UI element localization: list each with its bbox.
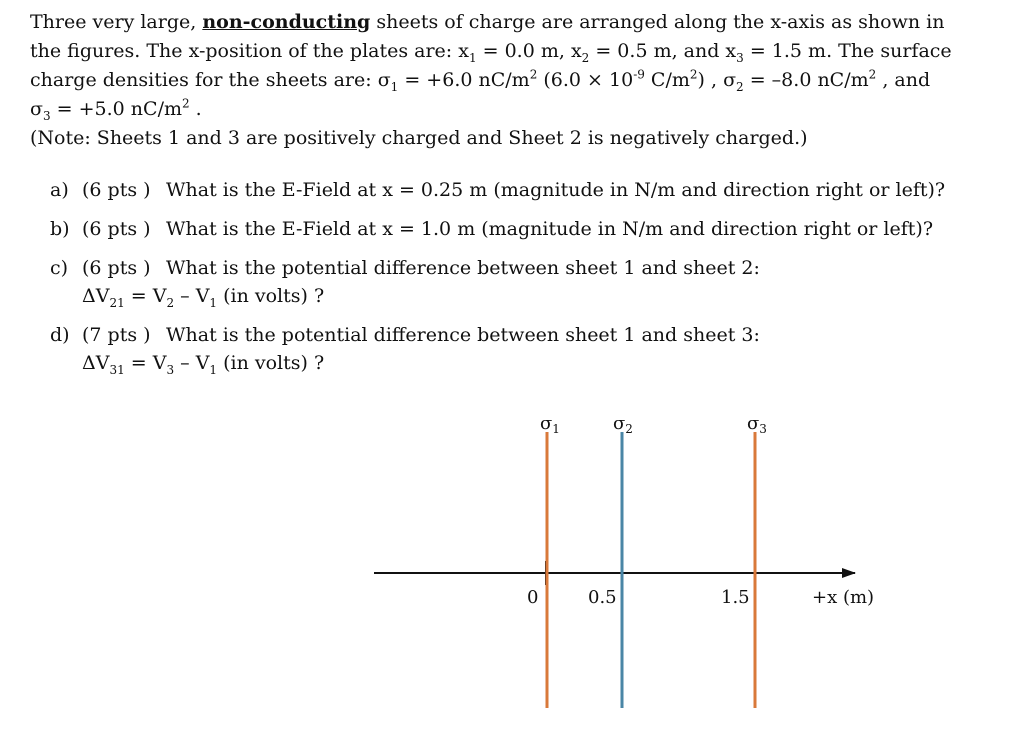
tick-label-0-5: 0.5 xyxy=(588,587,617,608)
tick-label-0: 0 xyxy=(527,587,539,608)
problem-note: (Note: Sheets 1 and 3 are positively charged and Sheet 2 is negatively charged.) xyxy=(30,127,808,149)
question-text: What is the E-Field at x = 1.0 m (magnitude in N/m and direction right or left)? xyxy=(166,218,934,240)
question-points: (6 pts ) xyxy=(82,179,151,201)
emphasis-non-conducting: non-conducting xyxy=(202,11,371,33)
problem-line-3: charge densities for the sheets are: $\sigma_1 = +6.0$ $nC/m^2$ ($6.0 \times 10^{-9}$ $C/m^2$) , $\sigma_2 = -8.0$ $nC/m^2$ , and xyxy=(30,67,931,94)
problem-line-2: the figures. The x-position of the plates are: $x_1 = 0.0$ m, $x_2 = 0.5$ m, and $x_3 = 1.5$ m. The surface xyxy=(30,40,952,65)
question-text: What is the potential difference between sheet 1 and sheet 3: xyxy=(166,324,760,346)
question-letter: a) xyxy=(50,179,69,201)
question-letter: c) xyxy=(50,257,69,279)
tick-label-1-5: 1.5 xyxy=(721,587,750,608)
x-axis-label: +x (m) xyxy=(812,587,875,608)
problem-line-4: $\sigma_3 = +5.0$ $nC/m^2$ . xyxy=(30,96,202,123)
question-points: (7 pts ) xyxy=(82,324,151,346)
question-letter: b) xyxy=(50,218,70,240)
problem-line-1: Three very large, non-conducting sheets of charge are arranged along the x-axis as shown in xyxy=(30,11,945,33)
question-letter: d) xyxy=(50,324,70,346)
question-text: What is the potential difference between sheet 1 and sheet 2: xyxy=(166,257,760,279)
question-text: What is the E-Field at x = 0.25 m (magnitude in N/m and direction right or left)? xyxy=(166,179,946,201)
sheet-3-label: $\sigma_3$ xyxy=(747,413,767,436)
question-formula: $\Delta V_{31} = V_3 - V_1$ (in volts) ? xyxy=(82,352,325,377)
question-formula: $\Delta V_{21} = V_2 - V_1$ (in volts) ? xyxy=(82,285,325,310)
question-points: (6 pts ) xyxy=(82,218,151,240)
sheet-2-label: $\sigma_2$ xyxy=(613,413,633,436)
question-points: (6 pts ) xyxy=(82,257,151,279)
sheet-1-label: $\sigma_1$ xyxy=(540,413,560,436)
